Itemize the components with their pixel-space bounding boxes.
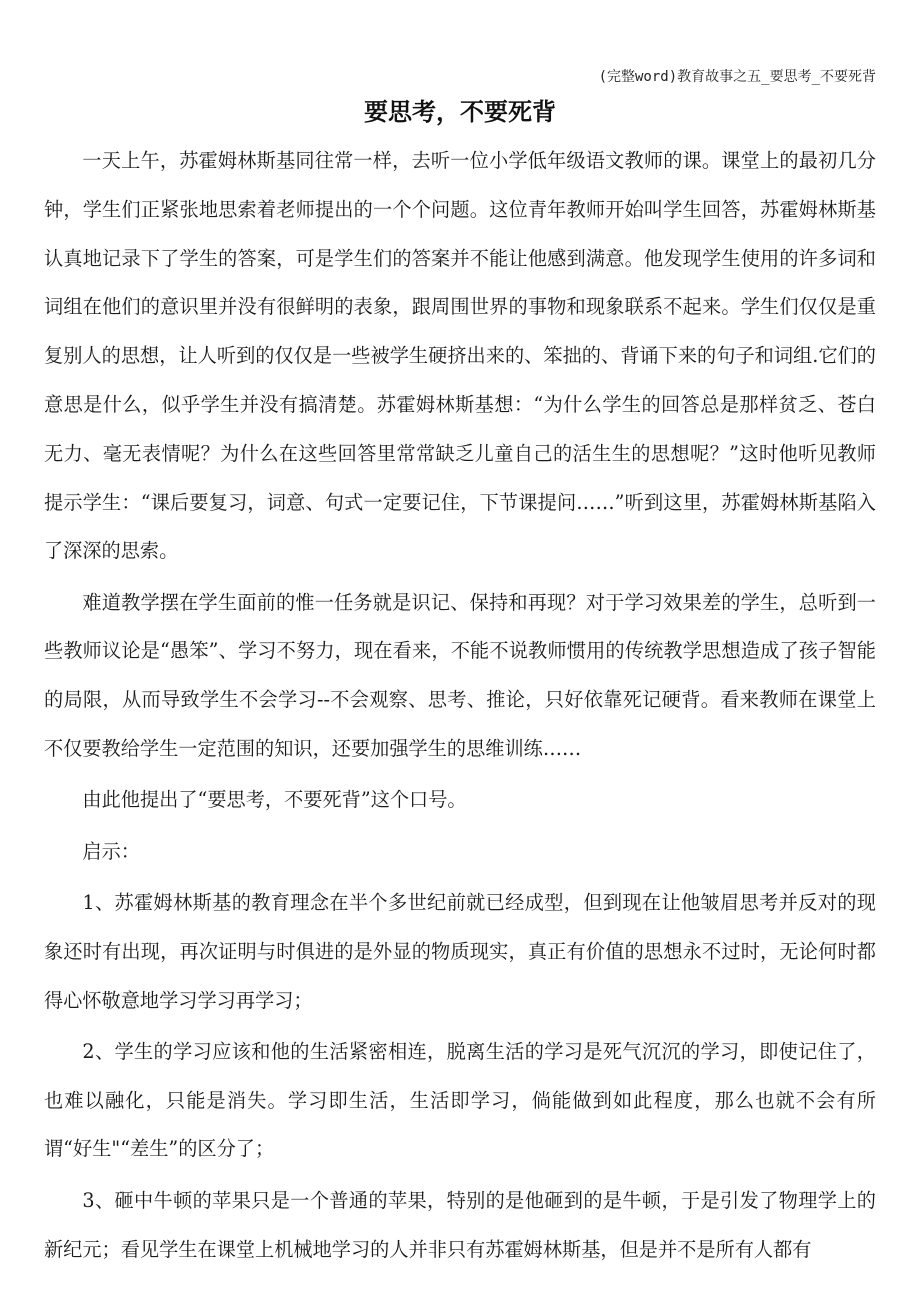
article-body — [44, 137, 876, 1277]
document-header: (完整word)教育故事之五_要思考_不要死背 — [598, 69, 876, 85]
article-title: 要思考，不要死背 — [364, 98, 556, 126]
paragraph-insight-3: 3、砸中牛顿的苹果只是一个普通的苹果，特别的是他砸到的是牛顿，于是引发了物理学上的新纪元；看见学生在课堂上机械地学习的人并非只有苏霍姆林斯基，但是并不是所有人都有 — [44, 1188, 876, 1261]
paragraph-insight-1: 1、苏霍姆林斯基的教育理念在半个多世纪前就已经成型，但到现在让他皱眉思考并反对的现象还时有出现，再次证明与时俱进的是外显的物质现实，真正有价值的思想永不过时，无论何时都得心怀敬意地学习学习再学习； — [44, 890, 876, 1012]
paragraph-insight-2: 2、学生的学习应该和他的生活紧密相连，脱离生活的学习是死气沉沉的学习，即使记住了，也难以融化，只能是消失。学习即生活，生活即学习，倘能做到如此程度，那么也就不会有所谓“好生"“差生”的区分了； — [44, 1039, 876, 1161]
paragraph-slogan: 由此他提出了“要思考，不要死背”这个口号。 — [82, 788, 467, 812]
paragraph-insight-heading: 启示： — [82, 839, 140, 863]
paragraph-reflection: 难道教学摆在学生面前的惟一任务就是识记、保持和再现？对于学习效果差的学生，总听到一些教师议论是“愚笨”、学习不努力，现在看来，不能不说教师惯用的传统教学思想造成了孩子智能的局限，从而导致学生不会学习--不会观察、思考、推论，只好依靠死记硬背。看来教师在课堂上不仅要教给学生一定范围的知识，还要加强学生的思维训练…… — [44, 590, 876, 761]
paragraph-story: 一天上午，苏霍姆林斯基同往常一样，去听一位小学低年级语文教师的课。课堂上的最初几分钟，学生们正紧张地思索着老师提出的一个个问题。这位青年教师开始叫学生回答，苏霍姆林斯基认真地记录下了学生的答案，可是学生们的答案并不能让他感到满意。他发现学生使用的许多词和词组在他们的意识里并没有很鲜明的表象，跟周围世界的事物和现象联系不起来。学生们仅仅是重复别人的思想，让人听到的仅仅是一些被学生硬挤出来的、笨拙的、背诵下来的句子和词组.它们的意思是什么，似乎学生并没有搞清楚。苏霍姆林斯基想：“为什么学生的回答总是那样贫乏、苍白无力、毫无表情呢？为什么在这些回答里常常缺乏儿童自己的活生生的思想呢？”这时他听见教师提示学生：“课后要复习，词意、句式一定要记住，下节课提问……”听到这里，苏霍姆林斯基陷入了深深的思索。 — [44, 149, 876, 563]
